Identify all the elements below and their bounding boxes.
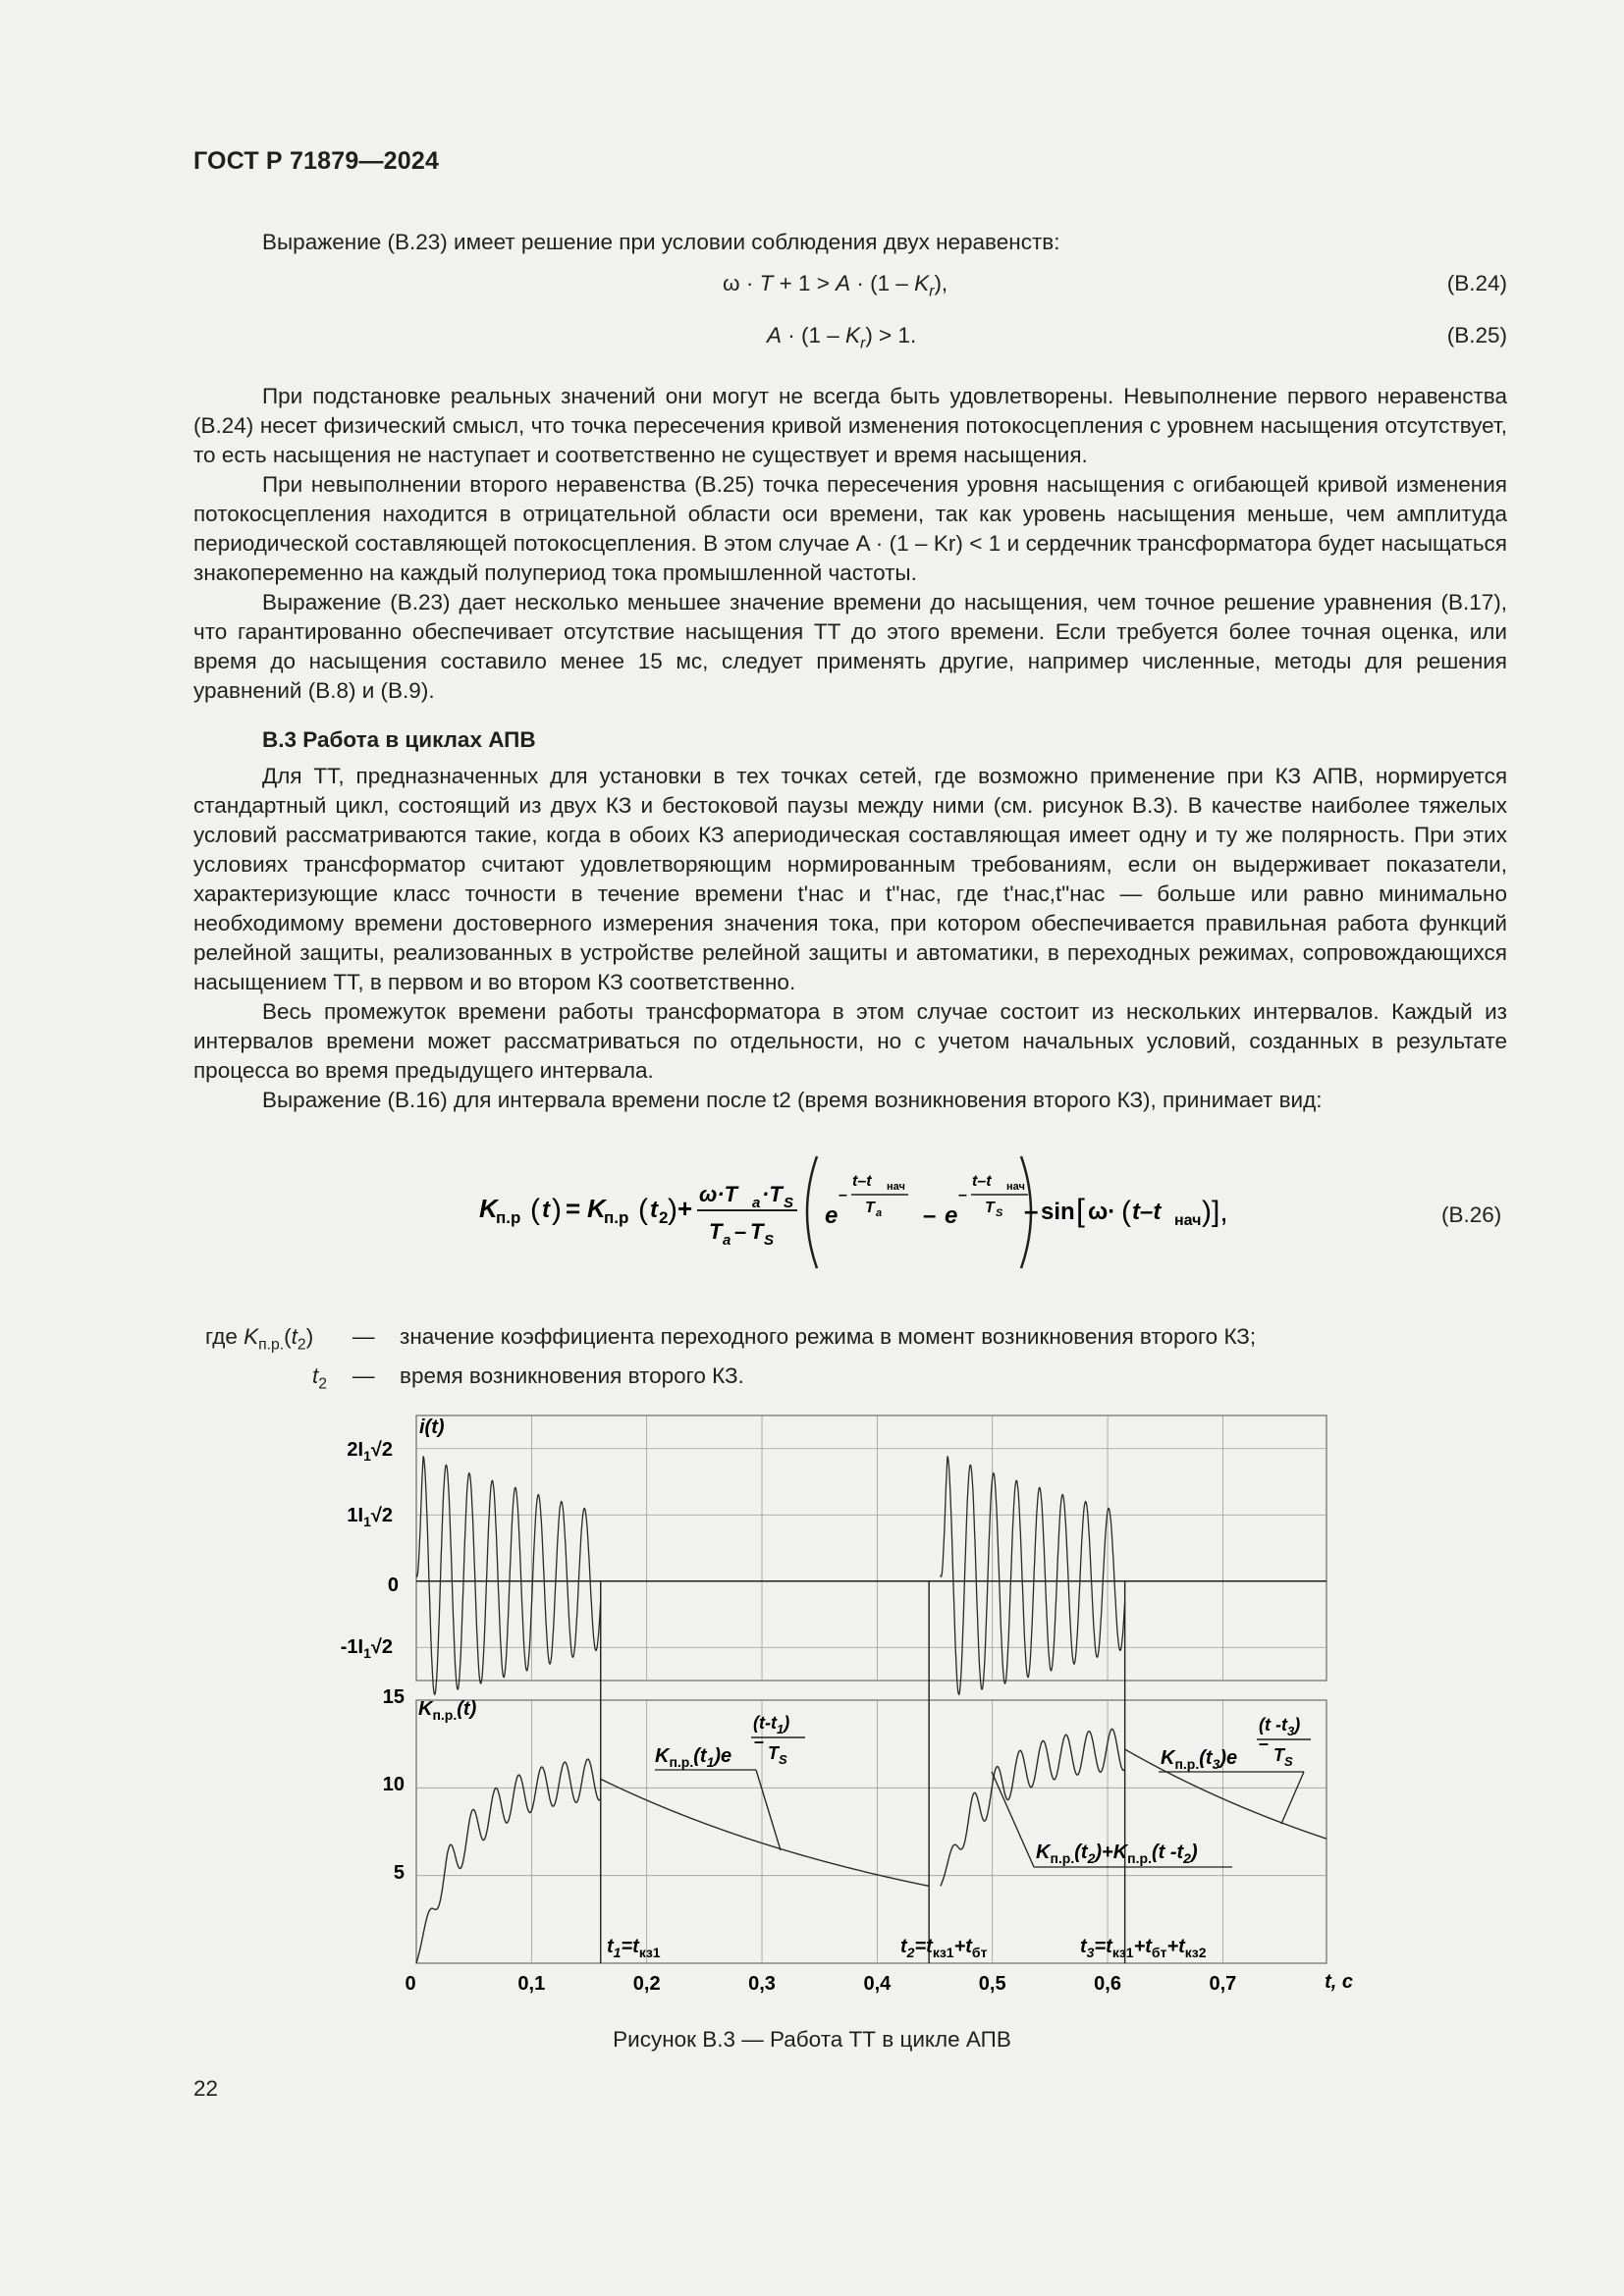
svg-text:нач: нач [887, 1181, 905, 1193]
paragraph: Выражение (В.23) дает несколько меньшее значение времени до насыщения, чем точное решение уравнения (В.17), что гарантированно обеспечивает отсутствие насыщения ТТ до этого времени. Если требуется более точная оценка, или время до насыщения составило менее 15 мс, следует применять другие, например численные, методы для решения уравнений (В.8) и (В.9). [193, 590, 1507, 703]
bottom-y-ticks [383, 1686, 405, 1884]
x-tick-label: 0,1 [517, 1973, 546, 1995]
equation-number-b24: (В.24) [1446, 271, 1507, 295]
y-tick-label: 15 [382, 1686, 405, 1708]
where-symbol: где $K_{п.р.}(t_2)$ [205, 1324, 314, 1354]
figure-b3-chart [314, 1404, 1355, 2007]
svg-text:п.р: п.р [604, 1208, 629, 1227]
bottom-panel-frame [416, 1700, 1326, 1963]
current-waveform [416, 1456, 601, 1694]
svg-text:(: ( [1121, 1196, 1131, 1228]
svg-text:T: T [985, 1200, 995, 1216]
svg-text:2: 2 [659, 1208, 669, 1227]
svg-text:ω·T: ω·T [699, 1182, 738, 1206]
svg-text:+: + [677, 1194, 693, 1223]
svg-text:–: – [958, 1187, 967, 1203]
svg-text:],: ], [1212, 1196, 1228, 1228]
svg-text:нач: нач [1174, 1212, 1202, 1229]
svg-text:–: – [839, 1187, 847, 1203]
svg-text:t: t [650, 1197, 658, 1223]
svg-text:): ) [1202, 1196, 1212, 1228]
y-tick-label: $2I_1√2$ [347, 1439, 393, 1464]
svg-text:·T: ·T [762, 1182, 783, 1206]
current-waveform [941, 1456, 1125, 1694]
svg-text:): ) [668, 1194, 677, 1226]
chart-series [416, 1456, 1326, 1963]
svg-text:(: ( [638, 1194, 648, 1226]
where-description: время возникновения второго КЗ. [400, 1363, 744, 1388]
y-tick-label: 5 [393, 1862, 405, 1884]
svg-text:TS: $T_S$ [768, 1743, 787, 1767]
svg-text:t–t: t–t [972, 1173, 992, 1190]
paragraph: При подстановке реальных значений они могут не всегда быть удовлетворены. Невыполнение первого неравенства (В.24) несет физический смысл, что точка пересечения кривой изменения потокосцепления с уровнем насыщения отсутствует, то есть насыщения не наступает и соответственно не существует и время насыщения. [193, 384, 1507, 467]
svg-text:(: ( [530, 1194, 540, 1226]
paragraphs-block-2 [193, 762, 1507, 1115]
svg-text:–: – [1259, 1734, 1270, 1753]
x-tick-label: 0,5 [978, 1973, 1006, 1995]
svg-text:T: T [750, 1219, 764, 1244]
time-mark-t2: $t_2=t_{кз1}+t_{бт}$ [900, 1936, 988, 1960]
y-tick-label: $-1I_1√2$ [340, 1636, 393, 1661]
svg-text:–: – [754, 1732, 765, 1751]
svg-text:a: a [723, 1232, 731, 1249]
svg-text:T: T [709, 1219, 723, 1244]
svg-text:t: t [542, 1197, 550, 1223]
svg-text:a: a [876, 1207, 883, 1219]
y-tick-label: 0 [387, 1575, 399, 1596]
svg-text:TS: $T_S$ [1273, 1745, 1293, 1769]
figure-caption: Рисунок В.3 — Работа ТТ в цикле АПВ [613, 2027, 1011, 2052]
x-tick-label: 0,7 [1209, 1973, 1237, 1995]
svg-text:sin: sin [1041, 1199, 1075, 1225]
x-tick-label: 0,2 [632, 1973, 661, 1995]
svg-text:п.р: п.р [496, 1208, 521, 1227]
x-axis-label: t, с [1325, 1971, 1353, 1993]
paragraph: Для ТТ, предназначенных для установки в тех точках сетей, где возможно применение при КЗ АПВ, нормируется стандартный цикл, состоящий из двух КЗ и бестоковой паузы между ними (см. рисунок В.3). В качестве наиболее тяжелых условий рассматриваются такие, когда в обоих КЗ апериодическая составляющая имеет одну и ту же полярность. При этих условиях трансформатор считают удовлетворяющим нормированным требованиям, если он выдерживает показатели, характеризующие класс точности в течение времени t'нас и t"нас, где t'нас,t"нас — больше или равно минимально необходимому времени достоверного измерения значения тока, при котором обеспечивается правильная работа функций релейной защиты, реализованных в устройстве релейной защиты и автоматики, в переходных режимах, сопровождающихся насыщением ТТ, в первом и во втором КЗ соответственно. [193, 764, 1507, 994]
inequality-b24-expression: $\omega \cdot T + 1 > A \cdot (1 - K_r)$, [723, 271, 948, 300]
time-mark-labels [900, 1936, 988, 1960]
paragraphs-block-1 [193, 382, 1507, 706]
x-tick-label: 0,6 [1094, 1973, 1121, 1995]
where-description: значение коэффициента переходного режима в момент возникновения второго КЗ; [400, 1324, 1257, 1349]
svg-text:K: K [479, 1194, 498, 1223]
time-mark-labels [607, 1936, 661, 1960]
y-tick-label: 10 [382, 1774, 405, 1795]
svg-text:–: – [734, 1219, 747, 1244]
time-mark-labels [1080, 1936, 1207, 1960]
where-dash: — [352, 1324, 375, 1349]
where-symbol: $t_2$ [312, 1363, 328, 1393]
svg-text:a: a [752, 1195, 761, 1211]
svg-text:e: e [945, 1202, 958, 1229]
svg-text:Kп.р.(t2)+Kп.р.(t -t2): $K_{п.р.}(t_2)+K_{п.р.}(t$ $-t_2$) [1036, 1842, 1198, 1866]
inequality-b24 [193, 271, 1507, 302]
paragraph: При невыполнении второго неравенства (В.25) точка пересечения уровня насыщения с огибающей кривой изменения потокосцепления находится в отрицательной области оси времени, так как уровень насыщения меньше, чем амплитуда периодической составляющей потокосцепления. В этом случае A · (1 – Kr) < 1 и сердечник трансформатора будет насыщаться знакопеременно на каждый полупериод тока промышленной частоты. [193, 472, 1507, 585]
svg-text:Kп.р.(t3)e: $K_{п.р.}(t_3)e$ [1161, 1747, 1238, 1772]
x-tick-label: 0,3 [748, 1973, 776, 1995]
svg-text:T: T [865, 1200, 875, 1216]
inequality-b25-expression: $A \cdot (1 - K_r) > 1$. [767, 323, 917, 352]
where-dash: — [352, 1363, 375, 1388]
svg-text:=: = [566, 1194, 581, 1223]
svg-text:–: – [1024, 1196, 1039, 1225]
svg-text:t–t: t–t [852, 1173, 872, 1190]
svg-text:S: S [996, 1207, 1003, 1219]
intro-text: Выражение (В.23) имеет решение при условии соблюдения двух неравенств: [262, 230, 1060, 254]
x-tick-label: 0,4 [863, 1973, 892, 1995]
equation-number-b26: (В.26) [1441, 1202, 1502, 1227]
paragraph: Выражение (В.16) для интервала времени после t2 (время возникновения второго КЗ), принимает вид: [262, 1088, 1323, 1112]
svg-text:(t-t1): $(t-t_1)$ [753, 1713, 790, 1736]
annotation-decay-t1 [655, 1713, 805, 1850]
top-panel-ylabel: i(t) [419, 1416, 445, 1438]
annotation-decay-t3 [1159, 1715, 1311, 1824]
intro-paragraph [193, 228, 1507, 257]
page-number: 22 [193, 2076, 219, 2101]
svg-text:S: S [784, 1195, 794, 1211]
svg-text:нач: нач [1006, 1181, 1025, 1193]
section-heading: В.3 Работа в циклах АПВ [262, 727, 536, 752]
time-mark-t3: $t_3=t_{кз1}+t_{бт}+t_{кз2}$ [1080, 1936, 1207, 1960]
formula-b26 [471, 1148, 1237, 1276]
y-tick-label: $1I_1√2$ [347, 1505, 393, 1529]
svg-text:Kп.р.(t1)e: $K_{п.р.}(t_1)e$ [655, 1745, 732, 1770]
svg-text:[: [ [1076, 1193, 1085, 1228]
svg-text:(t -t3): (t $-t_3$) [1259, 1715, 1301, 1738]
svg-text:K: K [587, 1194, 606, 1223]
svg-text:–: – [923, 1202, 937, 1229]
document-header: ГОСТ Р 71879—2024 [193, 147, 440, 175]
svg-text:): ) [552, 1194, 562, 1226]
svg-text:S: S [764, 1232, 775, 1249]
k-curve-segment [416, 1759, 601, 1963]
inequality-b25 [193, 323, 1507, 354]
paragraph: Весь промежуток времени работы трансформатора в этом случае состоит из нескольких интервалов. Каждый из интервалов времени может рассматриваться по отдельности, но с учетом начальных условий, созданных в результате процесса во время предыдущего интервала. [193, 999, 1507, 1083]
svg-text:e: e [825, 1202, 839, 1229]
bottom-panel-ylabel: $K_{п.р.}(t)$ [418, 1698, 477, 1723]
top-y-ticks [341, 1439, 399, 1661]
chart-grid [416, 1415, 1326, 1963]
x-tick-label: 0 [405, 1973, 416, 1995]
svg-text:t–t: t–t [1132, 1199, 1162, 1225]
time-mark-t1: $t_1=t_{кз1}$ [607, 1936, 661, 1960]
x-ticks [405, 1973, 1236, 1995]
k-curve-segment [601, 1779, 930, 1886]
svg-text:ω·: ω· [1088, 1199, 1116, 1225]
equation-number-b25: (В.25) [1446, 323, 1507, 347]
